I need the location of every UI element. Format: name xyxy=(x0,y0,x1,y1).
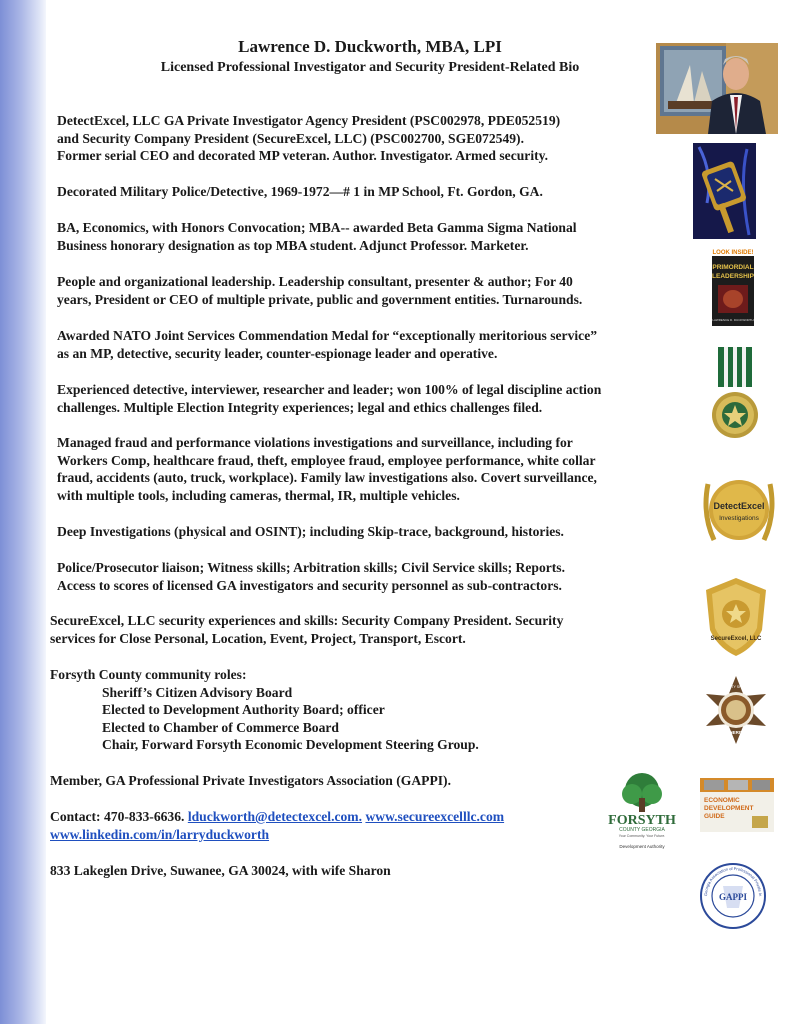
decorative-side-gradient xyxy=(0,0,46,1024)
text-line: Business honorary designation as top MBA student. Adjunct Professor. Marketer. xyxy=(57,237,529,253)
contact-block xyxy=(50,808,504,843)
secureexcel-badge xyxy=(702,576,770,658)
cover-text: ECONOMIC xyxy=(704,797,740,804)
community-role: Chair, Forward Forsyth Economic Development Steering Group. xyxy=(102,737,479,752)
text-line: as an MP, detective, security leader, counter-espionage leader and operative. xyxy=(57,345,498,361)
book-badge-text: LOOK INSIDE! xyxy=(712,250,754,256)
book-title-text: LEADERSHIP xyxy=(712,273,754,280)
detectexcel-logo xyxy=(700,464,778,556)
text-line: Managed fraud and performance violations investigations and surveillance, including for xyxy=(57,435,573,450)
contact-phone: Contact: 470-833-6636. xyxy=(50,809,185,824)
cover-text: DEVELOPMENT xyxy=(704,805,754,812)
seal-center-text: GAPPI xyxy=(719,892,747,902)
economic-development-guide-cover xyxy=(700,778,774,832)
primordial-leadership-book xyxy=(710,247,756,327)
text-line: BA, Economics, with Honors Convocation; MBA-- awarded Beta Gamma Sigma National xyxy=(57,220,577,235)
bio-paragraph-nato-medal xyxy=(57,327,597,362)
book-title-text: PRIMORDIAL xyxy=(712,264,754,271)
logo-text: Development Authority xyxy=(619,844,665,849)
cover-text: GUIDE xyxy=(704,813,725,820)
page-header xyxy=(120,36,620,77)
logo-text: DetectExcel xyxy=(713,501,765,511)
portrait-photo xyxy=(656,43,778,134)
text-line: Member, GA Professional Private Investigators Association (GAPPI). xyxy=(50,773,451,788)
text-line: SecureExcel, LLC security experiences and skills: Security Company President. Security xyxy=(50,613,564,628)
page-title: Lawrence D. Duckworth, MBA, LPI xyxy=(238,37,502,56)
text-line: Former serial CEO and decorated MP veteran. Author. Investigator. Armed security. xyxy=(57,148,549,163)
bio-paragraph-military xyxy=(57,183,543,201)
text-line: services for Close Personal, Location, Event, Project, Transport, Escort. xyxy=(50,630,466,646)
text-line: People and organizational leadership. Leadership consultant, presenter & author; For 40 xyxy=(57,274,573,289)
contact-line xyxy=(50,808,504,826)
bio-paragraph-education xyxy=(57,219,577,254)
beta-gamma-sigma-key-image xyxy=(693,143,756,239)
text-line: and Security Company President (SecureExcel, LLC) (PSC002700, SGE072549). xyxy=(57,130,524,146)
text-line: challenges. Multiple Election Integrity experiences; legal and ethics challenges filed. xyxy=(57,399,543,415)
text-line: Experienced detective, interviewer, researcher and leader; won 100% of legal discipline action xyxy=(57,382,602,397)
bio-paragraph-fraud xyxy=(57,434,597,504)
sheriff-star-badge xyxy=(700,674,772,746)
text-line: Awarded NATO Joint Services Commendation Medal for “exceptionally meritorious service” xyxy=(57,328,598,343)
seal-ring-text: Georgia Association of Professional Private In xyxy=(702,865,764,897)
commendation-medal xyxy=(712,347,758,445)
community-role: Elected to Development Authority Board; officer xyxy=(102,702,385,717)
page-subtitle: Licensed Professional Investigator and Security President-Related Bio xyxy=(160,60,580,75)
logo-text: COUNTY GEORGIA xyxy=(619,827,665,833)
text-line: Workers Comp, healthcare fraud, theft, employee fraud, employee performance, white collar xyxy=(57,452,596,468)
linkedin-link[interactable]: www.linkedin.com/in/larryduckworth xyxy=(50,826,270,842)
text-line: fraud, accidents (auto, truck, workplace). Family law investigations also. Covert surveillance, xyxy=(57,470,597,485)
text-line: Decorated Military Police/Detective, 1969-1972—# 1 in MP School, Ft. Gordon, GA. xyxy=(57,184,543,199)
forsyth-development-authority-logo xyxy=(598,770,686,850)
text-line: DetectExcel, LLC GA Private Investigator Agency President (PSC002978, PDE052519) xyxy=(57,113,561,128)
membership-line xyxy=(50,772,451,790)
text-line: Access to scores of licensed GA investigators and security personnel as sub-contractors. xyxy=(57,577,562,593)
community-roles xyxy=(50,666,479,754)
logo-text: Your Community. Your Future. xyxy=(618,834,666,838)
badge-text: SecureExcel, LLC xyxy=(710,636,762,642)
community-role: Elected to Chamber of Commerce Board xyxy=(102,719,339,735)
website-link[interactable]: www.secureexcelllc.com xyxy=(365,809,505,824)
address-line xyxy=(50,862,391,880)
bio-paragraph-deep-investigations xyxy=(57,523,564,541)
bio-paragraph-detective xyxy=(57,381,601,416)
email-link[interactable]: lduckworth@detectexcel.com. xyxy=(187,809,363,824)
text-line: Deep Investigations (physical and OSINT); including Skip-trace, background, histories. xyxy=(57,524,564,539)
bio-paragraph-agency xyxy=(57,112,560,165)
badge-text: SHERIFF xyxy=(726,730,746,735)
community-role: Sheriff’s Citizen Advisory Board xyxy=(102,684,293,700)
text-line: 833 Lakeglen Drive, Suwanee, GA 30024, with wife Sharon xyxy=(50,863,391,878)
bio-paragraph-leadership xyxy=(57,273,582,308)
bio-paragraph-secureexcel xyxy=(50,612,563,647)
badge-ring-text: FORSYTH COUNTY SHERIFF'S OFFICE xyxy=(703,685,769,689)
community-heading: Forsyth County community roles: xyxy=(50,667,247,682)
book-author-text: LAWRENCE D. DUCKWORTH xyxy=(712,318,754,322)
text-line: years, President or CEO of multiple private, public and government entities. Turnarounds. xyxy=(57,291,583,307)
logo-text: FORSYTH xyxy=(608,813,676,828)
logo-text: Investigations xyxy=(719,515,759,522)
gappi-seal xyxy=(699,862,767,930)
bio-paragraph-liaison xyxy=(57,559,565,594)
text-line: Police/Prosecutor liaison; Witness skills; Arbitration skills; Civil Service skills; Reports. xyxy=(57,560,565,575)
text-line: with multiple tools, including cameras, thermal, IR, multiple vehicles. xyxy=(57,487,460,503)
